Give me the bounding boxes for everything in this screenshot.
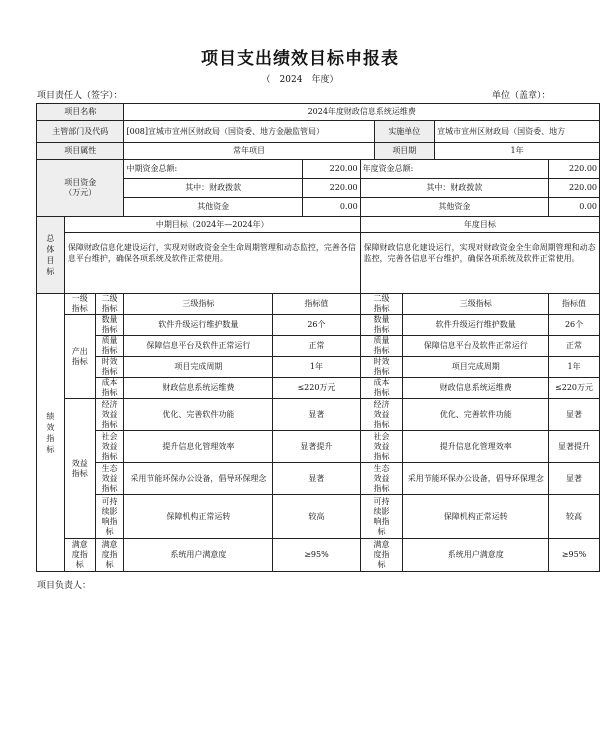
year-goal-text: 保障财政信息化建设运行，实现对财政资金全生命周期管理和动态监控，完善各信息平台维护，确保各项系统及软件正常使用。 [360, 233, 599, 294]
year-other-label: 其他资金 [360, 198, 548, 217]
dept-value: [008]宣城市宣州区财政局（国资委、地方金融监管局） [124, 121, 374, 143]
value-header-year: 指标值 [549, 294, 600, 315]
row-level2-year: 生态 效益 指标 [360, 463, 403, 495]
row-level3-year: 优化、完善软件功能 [403, 399, 549, 431]
project-name-value: 2024年度财政信息系统运维费 [124, 104, 600, 121]
row-value: 较高 [273, 495, 360, 539]
row-level2-year: 数量 指标 [360, 315, 403, 336]
level3-header: 三级指标 [124, 294, 273, 315]
level3-header-year: 三级指标 [403, 294, 549, 315]
project-attr-label: 项目属性 [37, 143, 124, 160]
mid-fiscal-label: 其中：财政拨款 [124, 179, 302, 198]
row-value: 显著 [273, 399, 360, 431]
mid-fiscal-value: 220.00 [302, 179, 360, 198]
mid-other-value: 0.00 [302, 198, 360, 217]
row-value-year: 较高 [549, 495, 600, 539]
row-value: 正常 [273, 336, 360, 357]
effect-indicator-label: 效益 指标 [64, 399, 95, 539]
row-level2-year: 成本 指标 [360, 378, 403, 399]
unit-label: 单位（盖章）： [492, 91, 551, 101]
row-value-year: 1年 [549, 357, 600, 378]
row-level3: 项目完成周期 [124, 357, 273, 378]
row-level2: 成本 指标 [95, 378, 124, 399]
satisfaction-indicator-label: 满意 度指 标 [64, 539, 95, 572]
project-period-label: 项目期 [374, 143, 435, 160]
row-value-year: 正常 [549, 336, 600, 357]
row-value-year: 26个 [549, 315, 600, 336]
overall-goal-label: 总 体 目 标 [37, 217, 65, 294]
row-value-year: ≤220万元 [549, 378, 600, 399]
row-value-year: 显著 [549, 463, 600, 495]
row-value: 26个 [273, 315, 360, 336]
year-goal-header: 年度目标 [360, 217, 599, 233]
year-total-value: 220.00 [549, 160, 600, 179]
row-value: 显著 [273, 463, 360, 495]
row-value: 1年 [273, 357, 360, 378]
row-level2: 可持 续影 响指 标 [95, 495, 124, 539]
mid-goal-header: 中期目标（2024年—2024年） [64, 217, 360, 233]
value-header: 指标值 [273, 294, 360, 315]
year-other-value: 0.00 [549, 198, 600, 217]
row-level3-year: 财政信息系统运维费 [403, 378, 549, 399]
year-total-label: 年度资金总额: [360, 160, 548, 179]
row-value: ≥95% [273, 539, 360, 572]
row-level2-year: 经济 效益 指标 [360, 399, 403, 431]
row-value-year: 显著 [549, 399, 600, 431]
row-level3: 提升信息化管理效率 [124, 431, 273, 463]
mid-other-label: 其他资金 [124, 198, 302, 217]
row-value: 显著提升 [273, 431, 360, 463]
row-level2-year: 可持 续影 响指 标 [360, 495, 403, 539]
row-level2: 经济 效益 指标 [95, 399, 124, 431]
funds-label: 项目资金 （万元） [37, 160, 124, 217]
perf-indicator-label: 绩 效 指 标 [37, 294, 65, 572]
row-level3-year: 软件升级运行维护数量 [403, 315, 549, 336]
row-level3: 保障机构正常运转 [124, 495, 273, 539]
row-level3: 优化、完善软件功能 [124, 399, 273, 431]
row-level2: 数量 指标 [95, 315, 124, 336]
bottom-responsible-label: 项目负责人： [37, 581, 92, 591]
row-level3: 保障信息平台及软件正常运行 [124, 336, 273, 357]
row-level3-year: 采用节能环保办公设备，倡导环保理念 [403, 463, 549, 495]
row-level3: 软件升级运行维护数量 [124, 315, 273, 336]
year-line: （ 2024 年度） [261, 75, 339, 85]
mid-total-value: 220.00 [302, 160, 360, 179]
year-fiscal-value: 220.00 [549, 179, 600, 198]
level2-header: 二级 指标 [95, 294, 124, 315]
project-name-label: 项目名称 [37, 104, 124, 121]
row-level3: 系统用户满意度 [124, 539, 273, 572]
performance-form-table [36, 103, 600, 572]
row-level2: 质量 指标 [95, 336, 124, 357]
row-level2: 满意 度指 标 [95, 539, 124, 572]
impl-unit-label: 实施单位 [374, 121, 435, 143]
row-level3-year: 系统用户满意度 [403, 539, 549, 572]
responsible-label: 项目责任人（签字）： [37, 91, 123, 101]
level1-header: 一级 指标 [64, 294, 95, 315]
row-value: ≤220万元 [273, 378, 360, 399]
project-attr-value: 常年项目 [124, 143, 374, 160]
row-level3: 财政信息系统运维费 [124, 378, 273, 399]
row-level3-year: 提升信息化管理效率 [403, 431, 549, 463]
row-level3-year: 保障信息平台及软件正常运行 [403, 336, 549, 357]
row-level3-year: 项目完成周期 [403, 357, 549, 378]
output-indicator-label: 产出 指标 [64, 315, 95, 399]
row-level2-year: 质量 指标 [360, 336, 403, 357]
row-level3: 采用节能环保办公设备，倡导环保理念 [124, 463, 273, 495]
project-period-value: 1年 [435, 143, 600, 160]
row-level2: 时效 指标 [95, 357, 124, 378]
dept-label: 主管部门及代码 [37, 121, 124, 143]
form-title: 项目支出绩效目标申报表 [201, 49, 399, 69]
impl-unit-value: 宣城市宣州区财政局（国资委、地方 [435, 121, 600, 143]
row-level3-year: 保障机构正常运转 [403, 495, 549, 539]
row-level2: 生态 效益 指标 [95, 463, 124, 495]
mid-total-label: 中期资金总额: [124, 160, 302, 179]
row-value-year: 显著提升 [549, 431, 600, 463]
level2-header-year: 二级 指标 [360, 294, 403, 315]
year-fiscal-label: 其中：财政拨款 [360, 179, 548, 198]
mid-goal-text: 保障财政信息化建设运行，实现对财政资金全生命周期管理和动态监控，完善各信息平台维护，确保各项系统及软件正常使用。 [64, 233, 360, 294]
row-level2: 社会 效益 指标 [95, 431, 124, 463]
row-level2-year: 满意 度指 标 [360, 539, 403, 572]
row-level2-year: 时效 指标 [360, 357, 403, 378]
row-value-year: ≥95% [549, 539, 600, 572]
row-level2-year: 社会 效益 指标 [360, 431, 403, 463]
